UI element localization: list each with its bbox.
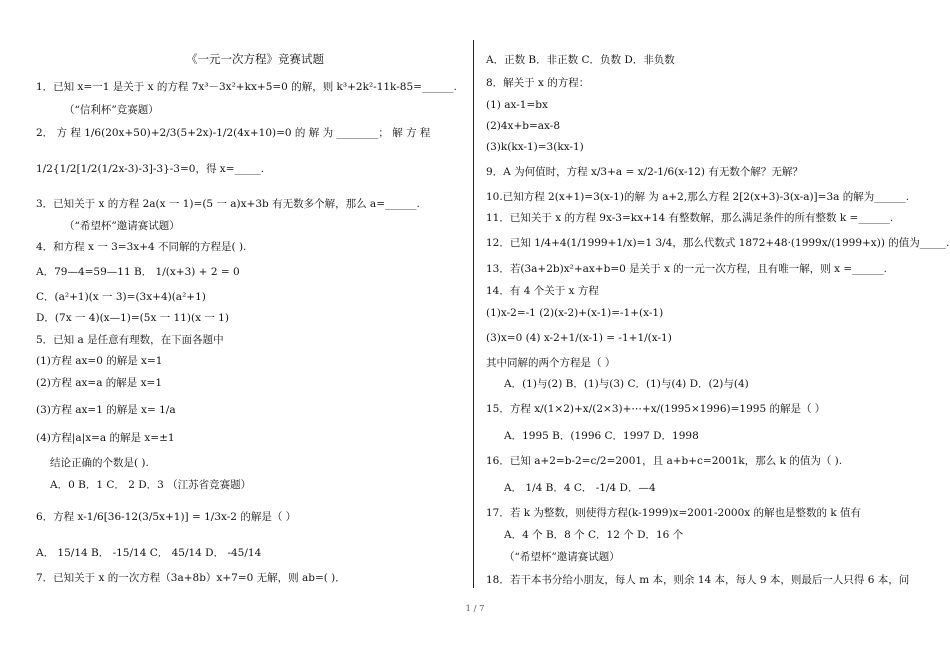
- question-9: 9．A 为何值时，方程 x/3+a = x/2-1/6(x-12) 有无数个解？无解？: [486, 166, 803, 178]
- sub-question: (3)k(kx-1)=3(kx-1): [486, 141, 584, 153]
- statement-line: (4)方程|a|x=a 的解是 x=±1: [36, 432, 175, 444]
- question-3: 3．已知关于 x 的方程 2a(x 一 1)=(5 一 a)x+3b 有无数多个解，那么 a=______.: [36, 198, 420, 210]
- question-15: 15．方程 x/(1×2)+x/(2×3)+⋯+x/(1995×1996)=1995 的解是（ ）: [486, 403, 826, 415]
- equation-line: (3)x=0 (4) x-2+1/(x-1) = -1+1/(x-1): [486, 332, 672, 344]
- question-13: 13．若(3a+2b)x²+ax+b=0 是关于 x 的一元一次方程，且有唯一解，则 x =______.: [486, 263, 887, 275]
- option-line: A．1995 B．(1996 C．1997 D．1998: [504, 430, 699, 442]
- question-14: 14．有 4 个关于 x 方程: [486, 285, 599, 297]
- column-divider: [473, 40, 474, 588]
- question-12: 12．已知 1/4+4(1/1999+1/x)=1 3/4，那么代数式 1872+48·(1999x/(1999+x)) 的值为_____.: [486, 237, 950, 249]
- question-7: 7．已知关于 x 的一次方程（3a+8b）x+7=0 无解，则 ab=( )．: [36, 572, 346, 584]
- option-line: A． 1/4 B．4 C． -1/4 D．—4: [504, 482, 656, 494]
- page-title: 《一元一次方程》竞赛试题: [186, 52, 324, 66]
- question-1: 1．已知 x=一1 是关于 x 的方程 7x³－3x²+kx+5=0 的解，则 k³+2k²-11k-85=______.: [36, 81, 457, 93]
- question-2: 2． 方 程 1/6(20x+50)+2/3(5+2x)-1/2(4x+10)=0 的 解 为 ________； 解 方 程: [36, 127, 431, 139]
- option-line: C．(a²+1)(x 一 3)=(3x+4)(a²+1): [36, 291, 206, 303]
- sub-question: (1) ax-1=bx: [486, 99, 548, 111]
- option-line: D．(7x 一 4)(x—1)=(5x 一 11)(x 一 1): [36, 312, 229, 324]
- question-17: 17．若 k 为整数，则使得方程(k-1999)x=2001-2000x 的解也是整数的 k 值有: [486, 507, 862, 519]
- question-2-continued: 1/2{1/2[1/2(1/2x-3)-3]-3}-3=0，得 x=_____.: [36, 163, 265, 175]
- sub-question: (2)4x+b=ax-8: [486, 120, 561, 132]
- question-18: 18．若干本书分给小朋友，每人 m 本，则余 14 本，每人 9 本，则最后一人只得 6 本，问: [486, 574, 910, 586]
- option-line: A．79—4=59—11 B． 1/(x+3) + 2 = 0: [36, 266, 240, 278]
- source-note: （“希望杯”邀请赛试题）: [504, 551, 620, 563]
- question-8: 8．解关于 x 的方程：: [486, 77, 590, 89]
- source-note: （“信利杯”竞赛题）: [64, 104, 159, 116]
- question-14-prompt: 其中同解的两个方程是（ ）: [486, 357, 616, 369]
- question-10: 10.已知方程 2(x+1)=3(x-1)的解 为 a+2,那么方程 2[2(x+3)-3(x-a)]=3a 的解为______.: [486, 191, 910, 203]
- option-line: A．4 个 B．8 个 C．12 个 D．16 个: [504, 529, 684, 541]
- equation-line: (1)x-2=-1 (2)(x-2)+(x-1)=-1+(x-1): [486, 307, 664, 319]
- option-line: A． 15/14 B． -15/14 C． 45/14 D． -45/14: [36, 547, 262, 559]
- page-number: 1 / 7: [465, 604, 485, 614]
- question-4: 4．和方程 x 一 3=3x+4 不同解的方程是( ).: [36, 241, 247, 253]
- question-5: 5．已知 a 是任意有理数，在下面各题中: [36, 334, 224, 346]
- statement-line: (3)方程 ax=1 的解是 x= 1/a: [36, 404, 176, 416]
- option-line: A．(1)与(2) B．(1)与(3) C．(1)与(4) D．(2)与(4): [504, 378, 749, 390]
- statement-line: (1)方程 ax=0 的解是 x=1: [36, 355, 163, 367]
- statement-line: (2)方程 ax=a 的解是 x=1: [36, 377, 163, 389]
- question-16: 16．已知 a+2=b-2=c/2=2001，且 a+b+c=2001k，那么 k 的值为（ ).: [486, 455, 843, 467]
- option-line: A．正数 B．非正数 C．负数 D．非负数: [486, 54, 675, 66]
- question-5-prompt: 结论正确的个数是( ).: [50, 457, 149, 469]
- question-11: 11．已知关于 x 的方程 9x-3=kx+14 有整数解，那么满足条件的所有整数 k =______.: [486, 212, 894, 224]
- source-note: （“希望杯”邀请赛试题）: [64, 220, 180, 232]
- option-line: A．0 B．1 C． 2 D．3 （江苏省竞赛题）: [50, 479, 252, 491]
- question-6: 6．方程 x-1/6[36-12(3/5x+1)] = 1/3x-2 的解是（ ）: [36, 511, 297, 523]
